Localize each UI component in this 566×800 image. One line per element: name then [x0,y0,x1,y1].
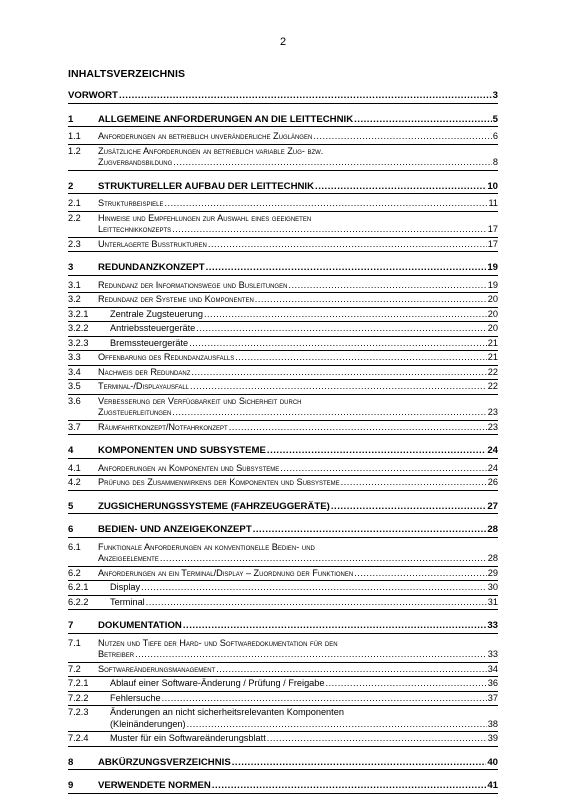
dot-leader [159,553,487,565]
toc-entry-number: 8 [68,756,74,768]
toc-entry-number: 3.2 [68,294,81,304]
toc-entry-page: 26 [487,477,498,487]
toc-entry[interactable] [68,380,498,395]
dot-leader [287,280,486,292]
toc-entry-page: 20 [487,323,498,333]
toc-entry-page: 10 [487,180,498,192]
dot-leader [330,501,486,513]
toc-entry[interactable] [68,171,498,195]
dot-leader [190,367,486,379]
toc-entry-title: Zugsteuerleitungen [98,407,172,417]
dot-leader [252,524,487,536]
toc-entry-title: Fehlersuche [110,692,161,703]
toc-entry-page: 28 [487,553,498,563]
toc-entry-page: 21 [487,337,498,348]
dot-leader [228,422,487,434]
toc-entry[interactable] [68,770,498,794]
toc-entry[interactable] [68,610,498,634]
toc-entry-page: 17 [487,224,498,234]
toc-entry[interactable] [68,581,498,596]
toc-entry-title: Redundanz der Informationswege und Busleitungen [98,279,288,290]
toc-entry-number: 4.2 [68,477,81,487]
toc-entry-page: 19 [487,279,498,290]
dot-leader [195,323,486,335]
toc-entry-title: ZUGSICHERUNGSSYSTEME (FAHRZEUGGERÄTE) [98,500,330,512]
toc-entry[interactable] [68,692,498,707]
toc-entry-page: 5 [492,113,498,125]
toc-entry-number: 7.2.1 [68,678,89,688]
toc-entry-page: 22 [487,381,498,391]
toc-entry-title: Antriebssteuergeräte [110,323,196,333]
toc-entry-title: Nutzen und Tiefe der Hard- und Softwaredokumentation für den [98,637,338,648]
toc-entry-number: 4 [68,445,74,456]
toc-entry-page: 37 [487,692,498,703]
toc-entry[interactable] [68,130,498,145]
dot-leader [325,678,487,690]
toc-entry-number: 4.1 [68,462,81,473]
toc-entry[interactable] [68,279,498,294]
dot-leader [188,338,487,350]
toc-entry-page: 40 [487,756,498,768]
toc-entry-title: Offenbarung des Redundanzausfalls [98,352,235,362]
toc-entry[interactable] [68,395,498,421]
toc-entry[interactable] [68,308,498,323]
dot-leader [340,477,487,489]
toc-entry-page: 34 [487,663,498,674]
toc-entry-number: 7.1 [68,637,81,648]
toc-entry-number: 3.1 [68,279,81,290]
dot-leader [353,568,487,580]
dot-leader [203,309,487,321]
dot-leader [314,181,486,193]
dot-leader [189,381,487,393]
toc-entry-page: 6 [492,131,498,141]
toc-entry-page: 33 [487,649,498,659]
toc-entry-number: 3.3 [68,352,81,362]
toc-entry[interactable] [68,677,498,692]
toc-entry-page: 23 [487,421,498,432]
toc-entry-title: Anforderungen an ein Terminal/Display – Zuordnung der Funktionen [98,567,354,578]
dot-leader [140,582,487,594]
toc-entry-page: 39 [487,733,498,743]
toc-entry-title: Softwareänderungsmanagement [98,663,216,674]
toc-entry[interactable] [68,212,498,238]
toc-entry-page: 22 [487,366,498,377]
toc-entry-page: 3 [492,90,498,101]
toc-entry-page: 20 [487,294,498,304]
toc-entry-number: 3.2.2 [68,323,89,333]
toc-entry-number: 3.6 [68,395,81,406]
toc-entry[interactable] [68,663,498,678]
dot-leader [215,664,487,676]
dot-leader [279,463,486,475]
toc-entry[interactable] [68,732,498,747]
toc-entry-page: 27 [487,500,498,512]
toc-entry-title: KOMPONENTEN UND SUBSYSTEME [98,445,266,456]
toc-entry-title: Anzeigeelemente [98,553,159,563]
dot-leader [353,114,492,126]
toc-entry-page: 24 [487,445,498,456]
toc-entry-title: ABKÜRZUNGSVERZEICHNIS [98,756,231,768]
toc-entry-title: Zugverbandsbildung [98,157,173,167]
dot-leader [231,757,487,769]
toc-entry-number: 3.2.1 [68,308,89,319]
toc-entry-title: Änderungen an nicht sicherheitsrelevanten Komponenten [110,707,344,717]
toc-entry-page: 30 [487,582,498,592]
toc-entry-page: 20 [487,308,498,319]
dot-leader [134,649,487,661]
toc-entry-title: Verbesserung der Verfügbarkeit und Sicherheit durch [98,395,302,406]
dot-leader [186,719,487,731]
toc-entry[interactable] [68,706,498,732]
toc-entry-number: 3 [68,262,74,273]
dot-leader [211,780,487,792]
toc-entry-title: Betreiber [98,649,135,659]
toc-entry-page: 11 [488,198,498,208]
toc-entry-title: ALLGEMEINE ANFORDERUNGEN AN DIE LEITTECHNIK [98,113,354,125]
toc-entry-title: Strukturbeispiele [98,198,164,208]
toc-entry-page: 24 [487,462,498,473]
toc-entry-title: Prüfung des Zusammenwirkens der Komponenten und Subsysteme [98,477,340,487]
toc-entry-title: Hinweise und Empfehlungen zur Auswahl eines geeigneten [98,212,312,223]
toc-entry-title: Leittechnikkonzepts [98,224,172,234]
page-number: 2 [279,36,287,48]
toc-entry-number: 7.2.3 [68,707,89,717]
toc-entry-number: 7.2.4 [68,733,89,743]
dot-leader [205,262,487,274]
toc-entry-title: Terminal [110,596,145,607]
toc-entry[interactable] [68,366,498,381]
toc-entry[interactable] [68,476,498,491]
toc-entry-number: 2.1 [68,198,81,208]
toc-entry[interactable] [68,514,498,538]
toc-entry[interactable] [68,567,498,582]
toc-entry-title: VERWENDETE NORMEN [98,780,211,791]
toc-entry-page: 36 [487,678,498,688]
toc-entry-number: 6.1 [68,541,81,552]
toc-entry[interactable] [68,637,498,663]
toc-entry-number: 6.2 [68,567,81,578]
dot-leader [182,620,486,632]
toc-entry-title: Anforderungen an betrieblich unveränderliche Zuglängen [98,131,313,141]
toc-entry-title: BEDIEN- UND ANZEIGEKONZEPT [98,524,252,535]
toc-entry[interactable] [68,747,498,771]
toc-entry[interactable] [68,351,498,366]
toc-entry[interactable] [68,90,498,104]
toc-entry-title: REDUNDANZKONZEPT [98,262,205,273]
toc-entry-number: 1.2 [68,145,81,156]
toc-entry-title: Muster für ein Softwareänderungsblatt [110,733,266,743]
toc-entry[interactable] [68,145,498,171]
dot-leader [266,733,487,745]
toc-entry[interactable] [68,238,498,253]
dot-leader [145,597,487,609]
dot-leader [172,157,492,169]
toc-entry-title: Zusätzliche Anforderungen an betrieblich variable Zug- bzw. [98,145,324,156]
toc-entry-number: 6 [68,524,74,535]
toc-entry[interactable] [68,293,498,308]
toc-entry-number: 1 [68,113,74,125]
dot-leader [234,352,487,364]
toc-entry[interactable] [68,435,498,459]
toc-entry-page: 33 [487,620,498,631]
toc-entry-number: 3.2.3 [68,337,89,348]
toc-entry-number: 7.2.2 [68,692,89,703]
toc-entry-title: VORWORT [68,90,118,101]
toc-entry-page: 28 [487,524,498,535]
dot-leader [161,693,487,705]
toc-entry-number: 1.1 [68,131,81,141]
toc-heading: INHALTSVERZEICHNIS [68,68,186,80]
toc-entry-number: 7.2 [68,663,81,674]
toc-entry-title: Terminal-/Displayausfall [98,381,189,391]
toc-entry-title: Ablauf einer Software-Änderung / Prüfung / Freigabe [110,678,325,688]
toc-entry-number: 5 [68,500,74,512]
toc-entry-title: Anforderungen an Komponenten und Subsysteme [98,462,280,473]
toc-entry-number: 2 [68,180,74,192]
toc-entry[interactable] [68,421,498,436]
toc-entry-number: 2.2 [68,212,81,223]
dot-leader [312,131,492,143]
toc-entry-number: 2.3 [68,238,81,249]
toc-entry-number: 9 [68,780,74,791]
dot-leader [163,198,487,210]
toc-entry-title: Display [110,582,141,592]
toc-entry[interactable] [68,104,498,128]
table-of-contents [68,90,498,794]
toc-entry-page: 41 [487,780,498,791]
dot-leader [254,294,487,306]
toc-entry-number: 3.7 [68,421,81,432]
toc-entry[interactable] [68,491,498,515]
toc-entry-number: 6.2.1 [68,582,89,592]
toc-entry-number: 6.2.2 [68,596,89,607]
toc-entry-page: 8 [492,157,498,167]
toc-entry-page: 31 [487,596,498,607]
toc-entry-number: 3.4 [68,366,81,377]
toc-entry-title: Redundanz der Systeme und Komponenten [98,294,254,304]
toc-entry-number: 7 [68,620,74,631]
dot-leader [171,224,487,236]
toc-entry-number: 3.5 [68,381,81,391]
toc-entry[interactable] [68,462,498,477]
toc-entry-page: 23 [487,407,498,417]
toc-entry[interactable] [68,252,498,276]
dot-leader [118,90,492,102]
toc-entry-title: Funktionale Anforderungen an konventionelle Bedien- und [98,541,315,552]
toc-entry-page: 21 [487,352,498,362]
toc-entry-title: Unterlagerte Busstrukturen [98,238,207,249]
toc-entry[interactable] [68,322,498,337]
toc-entry[interactable] [68,596,498,611]
toc-entry[interactable] [68,541,498,567]
toc-entry-title: Räumfahrtkonzept/Notfahrkonzept [98,421,228,432]
dot-leader [171,407,486,419]
toc-entry-title: (Kleinänderungen) [110,718,186,729]
toc-entry-page: 19 [487,262,498,273]
toc-entry-title: STRUKTURELLER AUFBAU DER LEITTECHNIK [98,180,315,192]
toc-entry-page: 38 [487,718,498,729]
toc-entry-title: DOKUMENTATION [98,620,182,631]
toc-entry[interactable] [68,197,498,212]
toc-entry-title: Zentrale Zugsteuerung [110,308,203,319]
toc-entry-title: Nachweis der Redundanz [98,366,191,377]
toc-entry-title: Bremssteuergeräte [110,337,189,348]
toc-entry-page: 29 [487,567,498,578]
toc-entry[interactable] [68,337,498,352]
toc-entry-page: 17 [487,238,498,249]
dot-leader [207,239,487,251]
dot-leader [266,445,486,457]
